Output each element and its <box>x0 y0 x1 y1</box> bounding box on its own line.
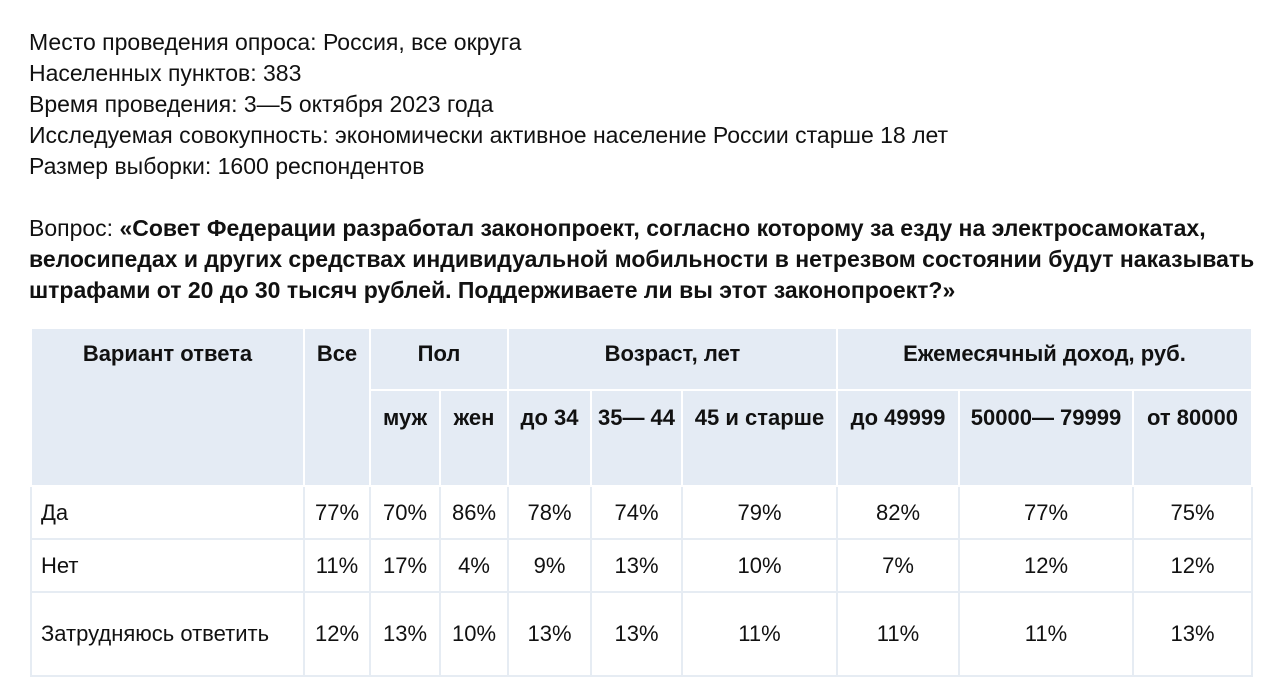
table-cell: 4% <box>440 539 508 592</box>
table-cell: 13% <box>591 592 682 676</box>
row-label: Да <box>31 486 304 539</box>
table-cell: 13% <box>508 592 591 676</box>
table-cell: 13% <box>1133 592 1252 676</box>
table-cell: 82% <box>837 486 959 539</box>
table-row-yes <box>31 486 1252 539</box>
table-cell: 11% <box>304 539 370 592</box>
survey-time: Время проведения: 3—5 октября 2023 года <box>29 91 494 117</box>
table-cell: 17% <box>370 539 440 592</box>
table-cell: 75% <box>1133 486 1252 539</box>
table-cell: 77% <box>959 486 1133 539</box>
header-group-income: Ежемесячный доход, руб. <box>837 328 1252 390</box>
table-cell: 70% <box>370 486 440 539</box>
row-label: Нет <box>31 539 304 592</box>
table-cell: 11% <box>837 592 959 676</box>
table-cell: 79% <box>682 486 837 539</box>
table-cell: 10% <box>682 539 837 592</box>
header-age-35-44: 35— 44 <box>591 390 682 486</box>
survey-population: Исследуемая совокупность: экономически активное население России старше 18 лет <box>29 122 949 148</box>
question-prefix: Вопрос: <box>29 215 120 241</box>
table-row-no <box>31 539 1252 592</box>
table-cell: 12% <box>1133 539 1252 592</box>
table-cell: 10% <box>440 592 508 676</box>
survey-settlements: Населенных пунктов: 383 <box>29 60 302 86</box>
results-table <box>30 327 1253 677</box>
table-cell: 13% <box>591 539 682 592</box>
header-group-age: Возраст, лет <box>508 328 837 390</box>
table-cell: 7% <box>837 539 959 592</box>
table-cell: 78% <box>508 486 591 539</box>
table-cell: 9% <box>508 539 591 592</box>
table-cell: 74% <box>591 486 682 539</box>
survey-question <box>29 213 1264 306</box>
header-group-sex: Пол <box>370 328 508 390</box>
header-answer: Вариант ответа <box>31 328 304 486</box>
table-row-undecided <box>31 592 1252 676</box>
table-cell: 13% <box>370 592 440 676</box>
table-cell: 86% <box>440 486 508 539</box>
header-age-under-34: до 34 <box>508 390 591 486</box>
header-income-50000-79999: 50000— 79999 <box>959 390 1133 486</box>
table-cell: 11% <box>682 592 837 676</box>
question-text: «Совет Федерации разработал законопроект, согласно которому за езду на электросамокатах, велосипедах и других средствах индивидуальной мобильности в нетрезвом состоянии будут наказывать штрафами от 20 до 30 тысяч рублей. Поддерживаете ли вы этот законопроект?» <box>29 215 1255 303</box>
header-income-from-80000: от 80000 <box>1133 390 1252 486</box>
survey-place: Место проведения опроса: Россия, все округа <box>29 29 522 55</box>
header-income-under-49999: до 49999 <box>837 390 959 486</box>
header-female: жен <box>440 390 508 486</box>
survey-sample: Размер выборки: 1600 респондентов <box>29 153 425 179</box>
table-cell: 77% <box>304 486 370 539</box>
survey-info <box>29 27 948 182</box>
table-cell: 12% <box>959 539 1133 592</box>
header-all: Все <box>304 328 370 486</box>
table-cell: 12% <box>304 592 370 676</box>
row-label: Затрудняюсь ответить <box>31 592 304 676</box>
table-cell: 11% <box>959 592 1133 676</box>
header-age-45-plus: 45 и старше <box>682 390 837 486</box>
header-male: муж <box>370 390 440 486</box>
